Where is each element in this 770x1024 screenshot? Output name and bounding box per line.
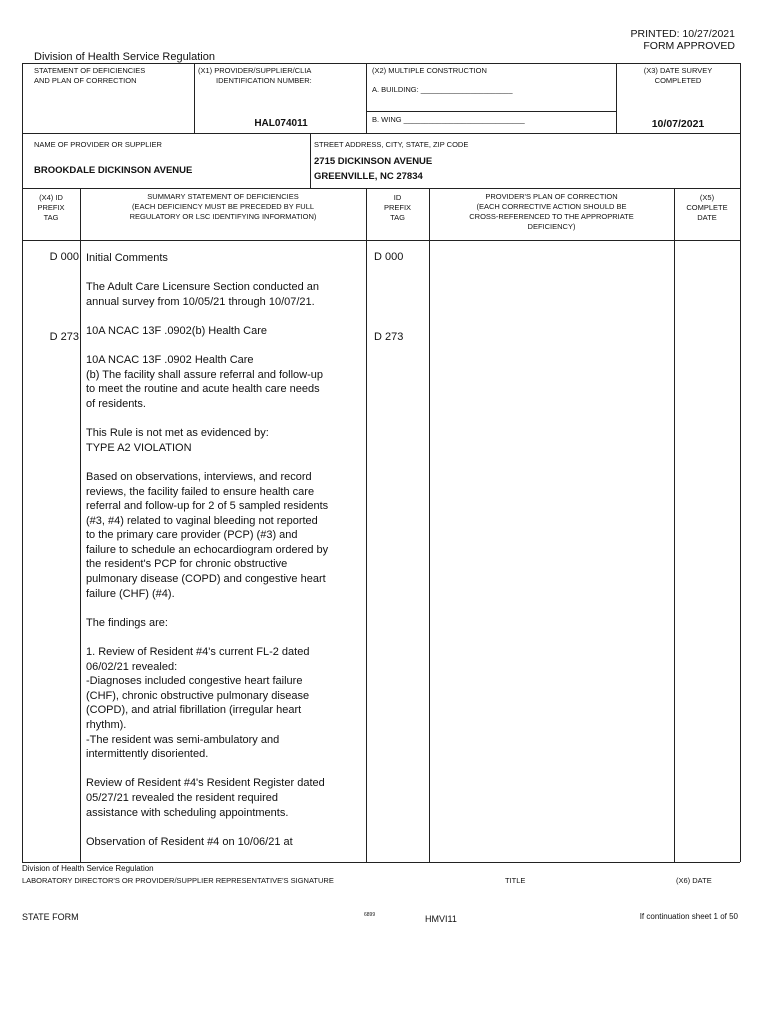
state-form: STATE FORM <box>22 912 79 922</box>
address-line2: GREENVILLE, NC 27834 <box>314 171 423 182</box>
provider-name: BROOKDALE DICKINSON AVENUE <box>34 165 193 176</box>
rule <box>366 63 367 133</box>
rule <box>366 111 616 112</box>
statement-label: STATEMENT OF DEFICIENCIES AND PLAN OF CORRECTION <box>34 66 146 85</box>
footer-division: Division of Health Service Regulation <box>22 864 154 873</box>
survey-date: 10/07/2021 <box>651 118 705 130</box>
rule-title: 10A NCAC 13F .0902(b) Health Care <box>86 324 267 337</box>
rule-not-met: This Rule is not met as evidenced by: TYPE A2 VIOLATION <box>86 427 269 454</box>
survey-intro: The Adult Care Licensure Section conducted an annual survey from 10/05/21 through 10/07/21. <box>86 281 319 308</box>
x1-label: (X1) PROVIDER/SUPPLIER/CLIA IDENTIFICATION NUMBER: <box>198 66 312 85</box>
plan-header: PROVIDER'S PLAN OF CORRECTION (EACH CORRECTIVE ACTION SHOULD BE CROSS-REFERENCED TO THE APPROPRIATE DEFICIENCY) <box>469 192 634 231</box>
x5-header: (X5) COMPLETE DATE <box>686 193 728 222</box>
findings-summary: Based on observations, interviews, and record reviews, the facility failed to ensure health care referral and follow-up for 2 of 5 sampled residents (#3, #4) related to vaginal bleeding not reported to the primary care provider (PCP) (#3) and failure to schedule an echocardiogram ordered by the resident's PCP for chronic obstructive pulmonary disease (COPD) and congestive heart failure (CHF) (#4). <box>86 470 329 600</box>
x2-building: A. BUILDING: ______________________ <box>372 85 513 94</box>
rule <box>740 63 741 862</box>
continuation-note: If continuation sheet 1 of 50 <box>639 912 738 921</box>
rule <box>616 63 617 133</box>
summary-text <box>86 251 364 864</box>
date-label: (X6) DATE <box>676 876 712 885</box>
finding-observation: Observation of Resident #4 on 10/06/21 at <box>86 835 293 848</box>
tag-d000: D 000 <box>49 251 79 263</box>
rule <box>22 63 23 862</box>
tag-d000-right: D 000 <box>374 251 404 263</box>
rule <box>429 188 430 862</box>
rule <box>310 133 311 188</box>
x2-wing: B. WING _____________________________ <box>372 115 525 124</box>
initial-comments: Initial Comments <box>86 252 168 264</box>
rule <box>22 240 740 241</box>
rule <box>22 188 740 189</box>
finding-1: 1. Review of Resident #4's current FL-2 dated 06/02/21 revealed: -Diagnoses included congestive heart failure (CHF), chronic obstructive pulmonary disease (COPD), and atrial fibrillation (irregular heart rhythm). -The resident was semi-ambulatory and intermittently disoriented. <box>86 646 310 761</box>
division-title: Division of Health Service Regulation <box>34 51 215 63</box>
provider-id: HAL074011 <box>254 118 308 129</box>
rule-text: 10A NCAC 13F .0902 Health Care (b) The facility shall assure referral and follow-up to meet the routine and acute health care needs of residents. <box>86 354 324 410</box>
address-label: STREET ADDRESS, CITY, STATE, ZIP CODE <box>314 140 469 149</box>
rule <box>22 63 740 64</box>
tag-d273-right: D 273 <box>374 331 404 343</box>
x2-label: (X2) MULTIPLE CONSTRUCTION <box>372 66 487 75</box>
findings-label: The findings are: <box>86 616 168 629</box>
rule <box>674 188 675 862</box>
x3-label: (X3) DATE SURVEY COMPLETED <box>643 66 713 85</box>
form-approved: FORM APPROVED <box>643 40 735 52</box>
x4-header: (X4) ID PREFIX TAG <box>37 193 65 222</box>
rule <box>366 188 367 862</box>
form-id: HMVI11 <box>425 914 457 924</box>
id-header: ID PREFIX TAG <box>383 193 412 222</box>
rule <box>194 63 195 133</box>
rule <box>80 188 81 862</box>
signature-label: LABORATORY DIRECTOR'S OR PROVIDER/SUPPLIER REPRESENTATIVE'S SIGNATURE <box>22 876 334 885</box>
form-code: 6899 <box>364 912 376 918</box>
printed-date: PRINTED: 10/27/2021 <box>630 28 735 40</box>
tag-d273: D 273 <box>49 331 79 343</box>
provider-label: NAME OF PROVIDER OR SUPPLIER <box>34 140 162 149</box>
finding-register: Review of Resident #4's Resident Register dated 05/27/21 revealed the resident required assistance with scheduling appointments. <box>86 777 325 819</box>
address-line1: 2715 DICKINSON AVENUE <box>314 156 433 167</box>
summary-header: SUMMARY STATEMENT OF DEFICIENCIES (EACH DEFICIENCY MUST BE PRECEDED BY FULL REGULATORY OR LSC IDENTIFYING INFORMATION) <box>129 192 317 221</box>
rule <box>22 133 740 134</box>
title-label: TITLE <box>505 876 526 885</box>
